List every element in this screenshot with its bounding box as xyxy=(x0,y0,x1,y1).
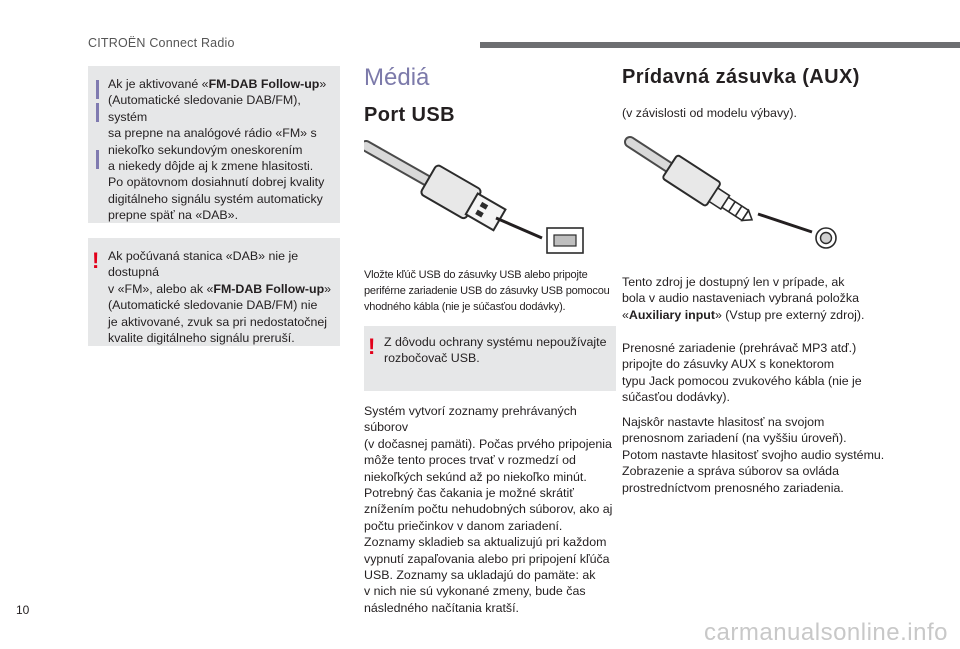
aux-para-2: Prenosné zariadenie (prehrávač MP3 atď.) pripojte do zásuvky AUX s konektorom typu Jack pomocou zvukového kábla (nie je súčasťou dodávky). xyxy=(622,341,862,405)
warning-icon: ! xyxy=(368,334,376,359)
running-header: CITROËN Connect Radio xyxy=(88,36,235,50)
warning-note-box xyxy=(88,238,340,346)
aux-title: Prídavná zásuvka (AUX) xyxy=(622,66,860,88)
info-icon xyxy=(96,80,99,99)
header-bar xyxy=(480,42,960,48)
usb-caption: Vložte kľúč USB do zásuvky USB alebo pripojte periférne zariadenie USB do zásuvky USB pomocou vhodného kábla (nie je súčasťou dodávky). xyxy=(364,269,610,313)
aux-subtitle: (v závislosti od modelu výbavy). xyxy=(622,106,797,120)
usb-warning-box xyxy=(364,326,616,391)
page-number: 10 xyxy=(16,603,30,617)
section-title: Médiá xyxy=(364,64,430,91)
info-icon-bar xyxy=(96,103,99,122)
warning-note-text: Ak počúvaná stanica «DAB» nie je dostupná v «FM», alebo ak «FM-DAB Follow-up» (Automatické sledovanie DAB/FM) nie je aktivované, zvuk sa pri nedostatočnej kvalite digitálneho signálu preruší. xyxy=(108,249,332,346)
info-note-box xyxy=(88,66,340,223)
usb-plug-illustration xyxy=(364,140,594,258)
jack-plug-illustration xyxy=(622,134,848,254)
info-note-text: Ak je aktivované «FM-DAB Follow-up» (Automatické sledovanie DAB/FM), systém sa prepne na analógové rádio «FM» s niekoľko sekundovým oneskorením a niekedy dôjde aj k zmene hlasitosti. Po opätovnom dosiahnutí dobrej kvality digitálneho signálu systém automaticky prepne späť na «DAB». xyxy=(108,77,327,223)
usb-body-text: Systém vytvorí zoznamy prehrávaných súborov (v dočasnej pamäti). Počas prvého pripojenia môže tento proces trvať v rozmedzí od niekoľkých sekúnd až po niekoľko minút. Potrebný čas čakania je možné skrátiť znížením počtu nehudobných súborov, ako aj počtu priečinkov v danom zariadení. Zoznamy skladieb sa aktualizujú pri každom vypnutí zapaľovania alebo pri pripojení kľúča USB. Zoznamy sa ukladajú do pamäte: ak v nich nie sú vykonané zmeny, bude čas následného načítania kratší. xyxy=(364,404,613,615)
aux-para-3: Najskôr nastavte hlasitosť na svojom prenosnom zariadení (na vyššiu úroveň). Potom nastavte hlasitosť svojho audio systému. Zobrazenie a správa súborov sa ovláda prostredníctvom prenosného zariadenia. xyxy=(622,415,885,495)
warning-icon: ! xyxy=(92,248,100,273)
info-icon-bar xyxy=(96,150,99,169)
aux-para-1: Tento zdroj je dostupný len v prípade, ak bola v audio nastaveniach vybraná položka «Auxiliary input» (Vstup pre externý zdroj). xyxy=(622,275,865,322)
usb-warning-text: Z dôvodu ochrany systému nepoužívajte rozbočovač USB. xyxy=(384,335,607,366)
usb-subtitle: Port USB xyxy=(364,104,455,126)
watermark: carmanualsonline.info xyxy=(704,619,948,646)
